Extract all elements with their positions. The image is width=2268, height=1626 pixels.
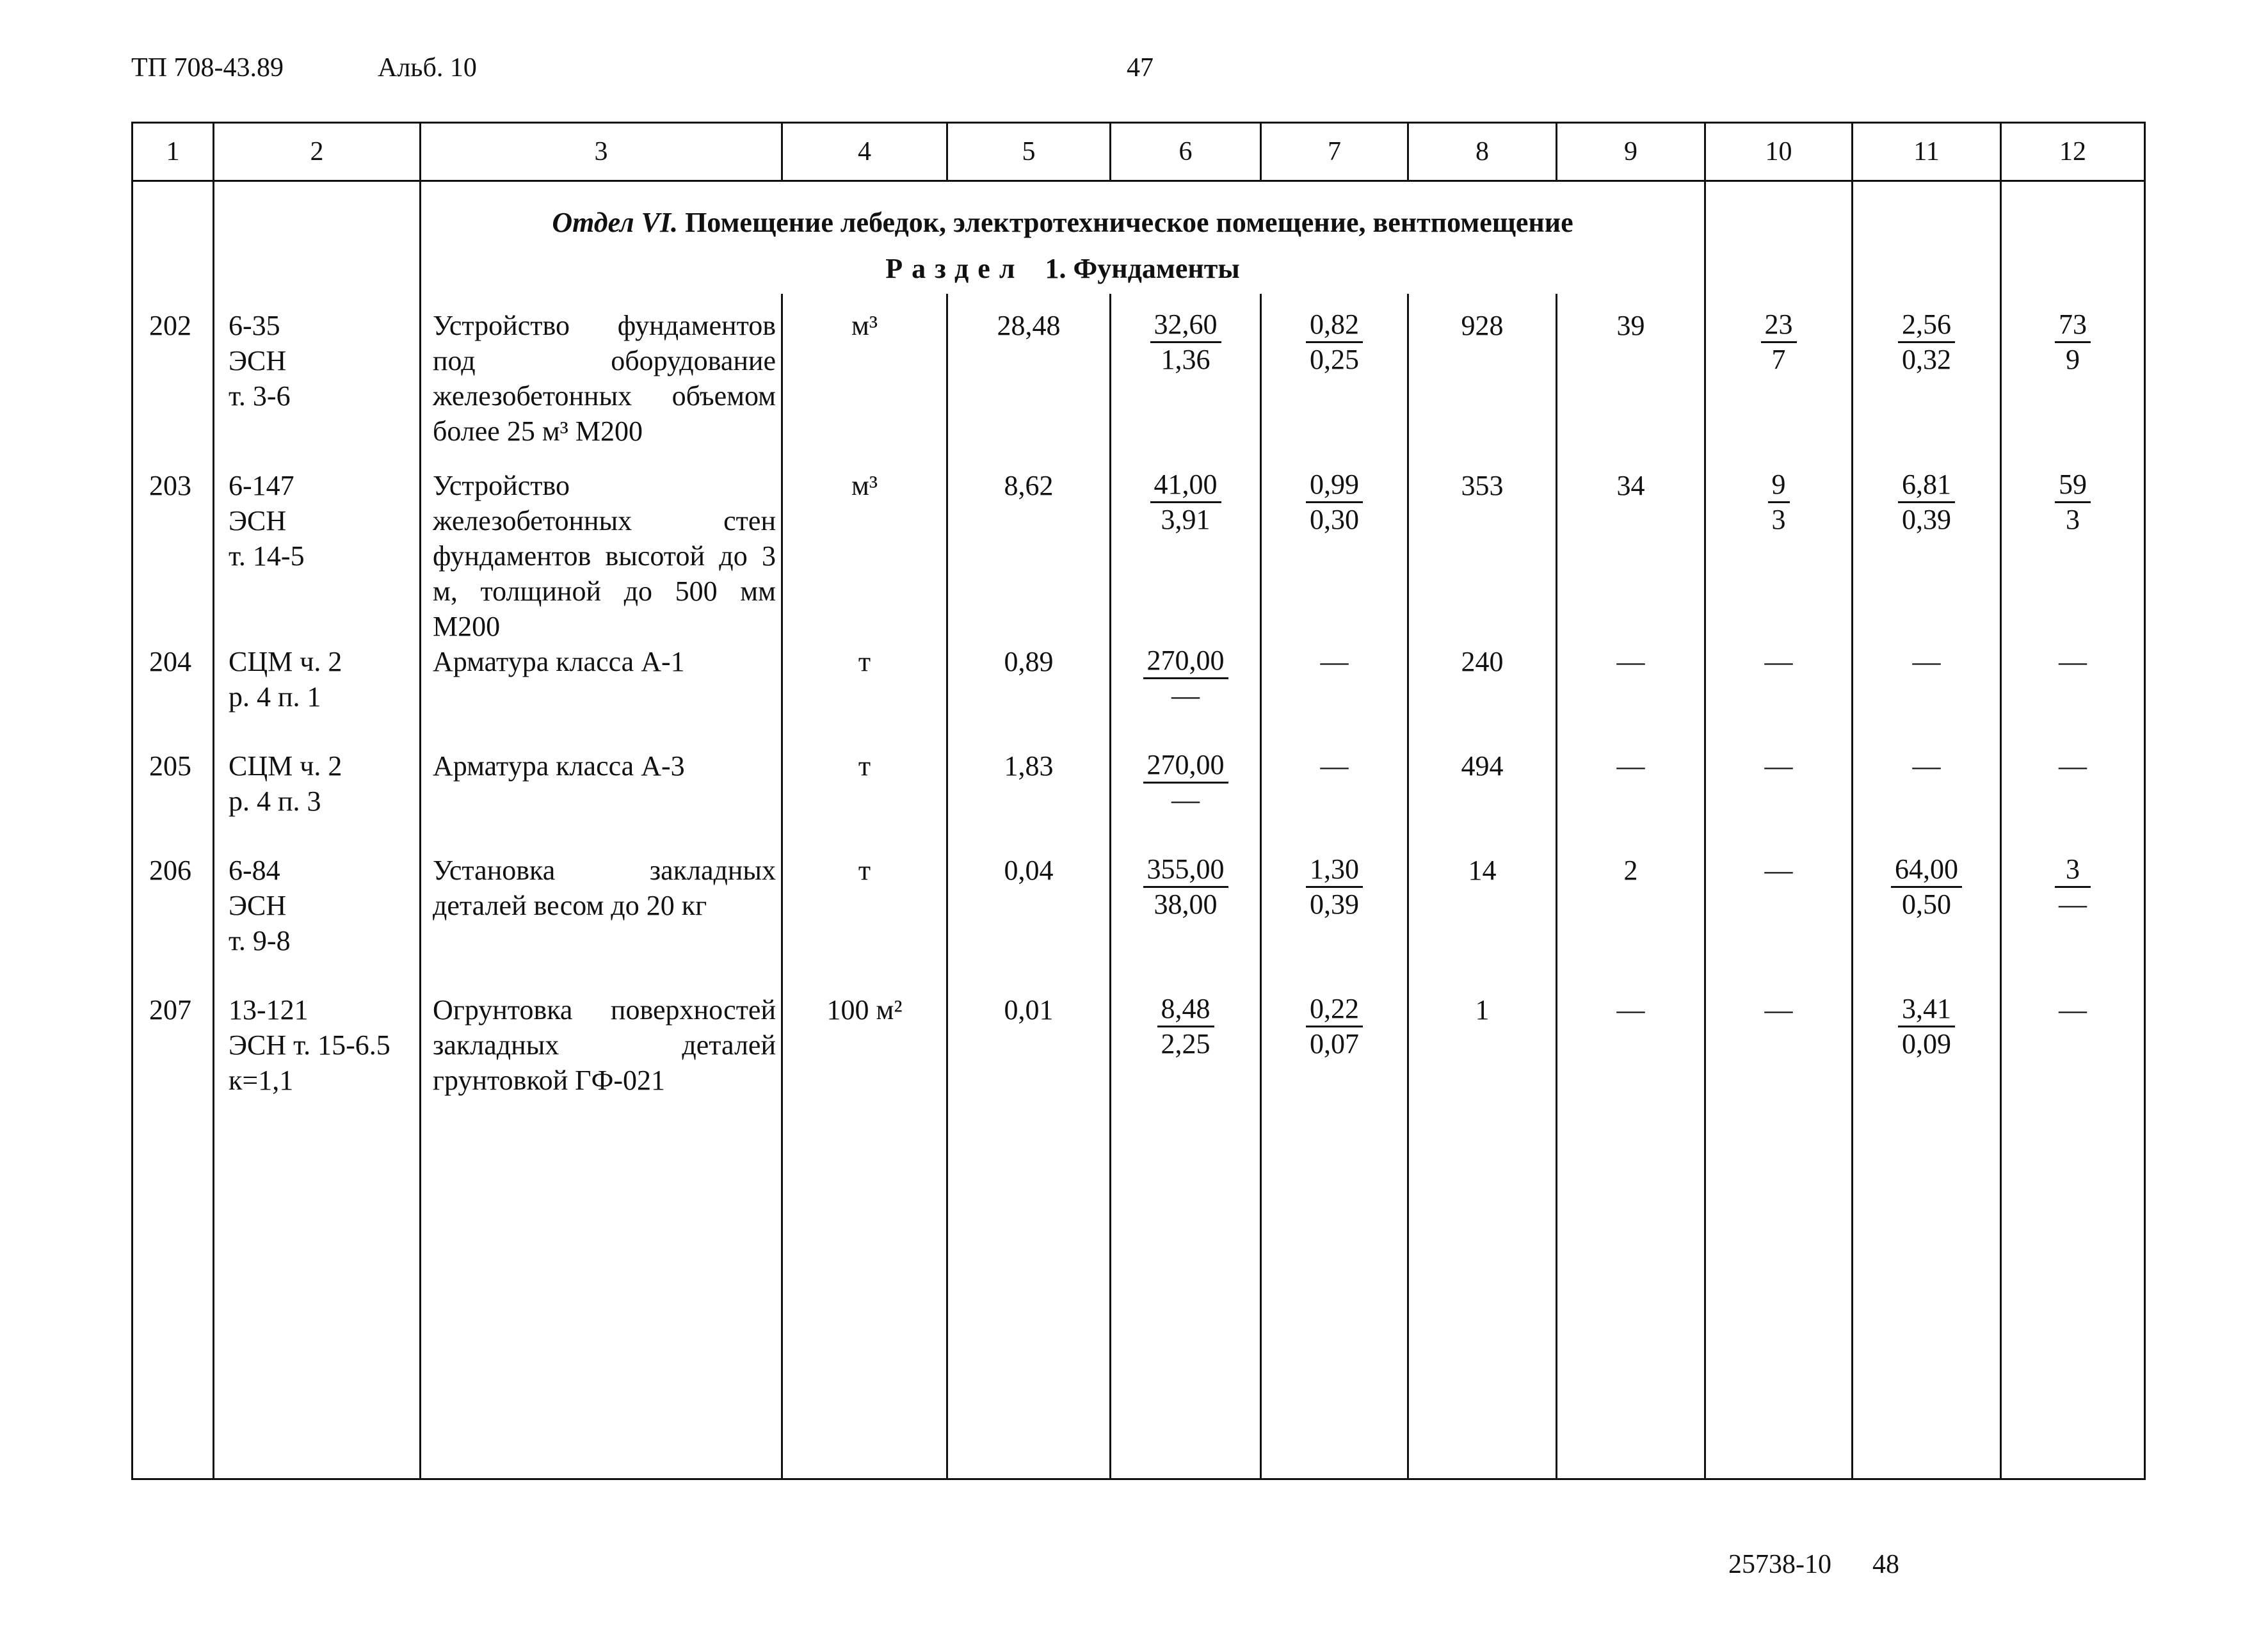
fraction-denominator: 1,36 <box>1161 344 1210 375</box>
col-header: 9 <box>1557 123 1705 181</box>
cell-value: 928 <box>1408 294 1557 468</box>
fraction-value <box>2055 308 2091 376</box>
work-description: Огрунтовка поверхностей закладных деталей грунтовкой ГФ-021 <box>421 992 782 1479</box>
page-number: 47 <box>1127 53 1154 83</box>
col-header: 5 <box>947 123 1111 181</box>
col-header: 11 <box>1853 123 2001 181</box>
unit: т <box>782 748 947 853</box>
cell-value: 240 <box>1408 644 1557 748</box>
col-header: 1 <box>133 123 214 181</box>
fraction-denominator: 0,50 <box>1902 889 1951 920</box>
fraction-value <box>1150 468 1221 536</box>
fraction-denominator: — <box>1171 680 1200 711</box>
col-header: 10 <box>1705 123 1853 181</box>
table-row <box>133 992 2145 1479</box>
fraction-numerator: 0,82 <box>1306 308 1363 343</box>
fraction-numerator: 0,22 <box>1306 992 1363 1027</box>
razdel-title-row <box>133 243 2145 294</box>
cell-value: 353 <box>1408 468 1557 644</box>
col-header: 4 <box>782 123 947 181</box>
fraction-value <box>1157 992 1214 1061</box>
fraction-denominator: 2,25 <box>1161 1028 1210 1059</box>
fraction-value <box>1143 748 1228 817</box>
norm-code: СЦМ ч. 2 р. 4 п. 3 <box>214 748 421 853</box>
cell-value: — <box>2001 644 2145 748</box>
norm-code: 6-147 ЭСН т. 14-5 <box>214 468 421 644</box>
fraction-value <box>1306 308 1363 376</box>
fraction-denominator: 0,30 <box>1310 504 1359 535</box>
fraction-denominator: 9 <box>2066 344 2080 375</box>
fraction-numerator: 41,00 <box>1150 468 1221 503</box>
quantity: 8,62 <box>947 468 1111 644</box>
cell-value: — <box>1557 992 1705 1479</box>
fraction-value <box>1306 468 1363 536</box>
work-description: Установка закладных деталей весом до 20 кг <box>421 853 782 992</box>
unit: т <box>782 853 947 992</box>
work-description: Устройство фундаментов под оборудование железобетонных объемом более 25 м³ М200 <box>421 294 782 468</box>
fraction-denominator: 3 <box>1771 504 1786 535</box>
cell-value: — <box>1261 748 1408 853</box>
fraction-numerator: 3,41 <box>1898 992 1955 1027</box>
section-number: Отдел VI. <box>552 207 679 238</box>
fraction-denominator: 0,09 <box>1902 1028 1951 1059</box>
fraction-value <box>1143 853 1228 921</box>
section-title <box>552 207 1573 238</box>
sheet-number: 48 <box>1872 1550 1899 1579</box>
fraction-numerator: 3 <box>2055 853 2091 888</box>
fraction-numerator: 59 <box>2055 468 2091 503</box>
table-row <box>133 468 2145 644</box>
quantity: 0,89 <box>947 644 1111 748</box>
fraction-numerator: 9 <box>1768 468 1790 503</box>
fraction-denominator: 0,39 <box>1902 504 1951 535</box>
fraction-numerator: 64,00 <box>1891 853 1962 888</box>
norm-code: СЦМ ч. 2 р. 4 п. 1 <box>214 644 421 748</box>
row-number: 206 <box>133 853 214 992</box>
unit: т <box>782 644 947 748</box>
fraction-value <box>1768 468 1790 536</box>
cell-value: — <box>1705 644 1853 748</box>
razdel-name: 1. Фундаменты <box>1045 252 1240 284</box>
fraction-value <box>2055 468 2091 536</box>
norm-code: 6-84 ЭСН т. 9-8 <box>214 853 421 992</box>
section-name: Помещение лебедок, электротехническое помещение, вентпомещение <box>678 207 1573 238</box>
col-header: 7 <box>1261 123 1408 181</box>
cell-value: 34 <box>1557 468 1705 644</box>
cell-value: — <box>1557 748 1705 853</box>
fraction-value <box>1761 308 1797 376</box>
fraction-value <box>1143 644 1228 712</box>
fraction-denominator: — <box>1171 784 1200 816</box>
fraction-denominator: 3,91 <box>1161 504 1210 535</box>
fraction-numerator: 270,00 <box>1143 644 1228 679</box>
razdel-title <box>885 253 1239 284</box>
cell-value: — <box>2001 748 2145 853</box>
fraction-denominator: 0,07 <box>1310 1028 1359 1059</box>
fraction-value <box>1891 853 1962 921</box>
fraction-value <box>1306 992 1363 1061</box>
fraction-denominator: 0,25 <box>1310 344 1359 375</box>
cell-value: — <box>1705 748 1853 853</box>
fraction-denominator: 7 <box>1771 344 1786 375</box>
estimate-table <box>131 122 2146 1480</box>
table-row <box>133 294 2145 468</box>
section-title-row <box>133 181 2145 243</box>
album-label: Альб. 10 <box>378 53 477 83</box>
work-description: Арматура класса А-3 <box>421 748 782 853</box>
col-header: 8 <box>1408 123 1557 181</box>
row-number: 204 <box>133 644 214 748</box>
fraction-value <box>1898 468 1955 536</box>
fraction-numerator: 73 <box>2055 308 2091 343</box>
unit: м³ <box>782 294 947 468</box>
work-description: Устройство железобетонных стен фундаментов высотой до 3 м, толщиной до 500 мм М200 <box>421 468 782 644</box>
table-row <box>133 644 2145 748</box>
col-header: 6 <box>1111 123 1261 181</box>
cell-value: — <box>1705 853 1853 992</box>
cell-value: — <box>1261 644 1408 748</box>
unit: м³ <box>782 468 947 644</box>
fraction-denominator: 38,00 <box>1154 889 1218 920</box>
norm-code: 6-35 ЭСН т. 3-6 <box>214 294 421 468</box>
document-code: ТП 708-43.89 <box>131 53 284 83</box>
fraction-numerator: 8,48 <box>1157 992 1214 1027</box>
fraction-denominator: 0,39 <box>1310 889 1359 920</box>
row-number: 203 <box>133 468 214 644</box>
fraction-numerator: 1,30 <box>1306 853 1363 888</box>
cell-value: 39 <box>1557 294 1705 468</box>
fraction-denominator: 0,32 <box>1902 344 1951 375</box>
norm-code: 13-121 ЭСН т. 15-6.5 к=1,1 <box>214 992 421 1479</box>
row-number: 202 <box>133 294 214 468</box>
fraction-value <box>1306 853 1363 921</box>
fraction-numerator: 6,81 <box>1898 468 1955 503</box>
fraction-numerator: 23 <box>1761 308 1797 343</box>
col-header: 3 <box>421 123 782 181</box>
document-number: 25738-10 <box>1728 1550 1831 1579</box>
fraction-denominator: — <box>2059 889 2087 920</box>
cell-value: 14 <box>1408 853 1557 992</box>
cell-value: — <box>2001 992 2145 1479</box>
fraction-value <box>1898 992 1955 1061</box>
cell-value: 494 <box>1408 748 1557 853</box>
work-description: Арматура класса А-1 <box>421 644 782 748</box>
cell-value: — <box>1557 644 1705 748</box>
fraction-value <box>1150 308 1221 376</box>
fraction-denominator: 3 <box>2066 504 2080 535</box>
cell-value: — <box>1853 644 2001 748</box>
razdel-word: Раздел <box>885 252 1024 284</box>
table-row <box>133 748 2145 853</box>
column-number-row <box>133 123 2145 181</box>
quantity: 1,83 <box>947 748 1111 853</box>
col-header: 12 <box>2001 123 2145 181</box>
quantity: 0,04 <box>947 853 1111 992</box>
cell-value: 1 <box>1408 992 1557 1479</box>
fraction-numerator: 32,60 <box>1150 308 1221 343</box>
row-number: 205 <box>133 748 214 853</box>
fraction-numerator: 2,56 <box>1898 308 1955 343</box>
col-header: 2 <box>214 123 421 181</box>
cell-value: — <box>1853 748 2001 853</box>
cell-value: — <box>1705 992 1853 1479</box>
fraction-value <box>2055 853 2091 921</box>
unit: 100 м² <box>782 992 947 1479</box>
fraction-numerator: 0,99 <box>1306 468 1363 503</box>
fraction-numerator: 270,00 <box>1143 748 1228 784</box>
fraction-value <box>1898 308 1955 376</box>
cell-value: 2 <box>1557 853 1705 992</box>
table-row <box>133 853 2145 992</box>
quantity: 28,48 <box>947 294 1111 468</box>
quantity: 0,01 <box>947 992 1111 1479</box>
row-number: 207 <box>133 992 214 1479</box>
fraction-numerator: 355,00 <box>1143 853 1228 888</box>
